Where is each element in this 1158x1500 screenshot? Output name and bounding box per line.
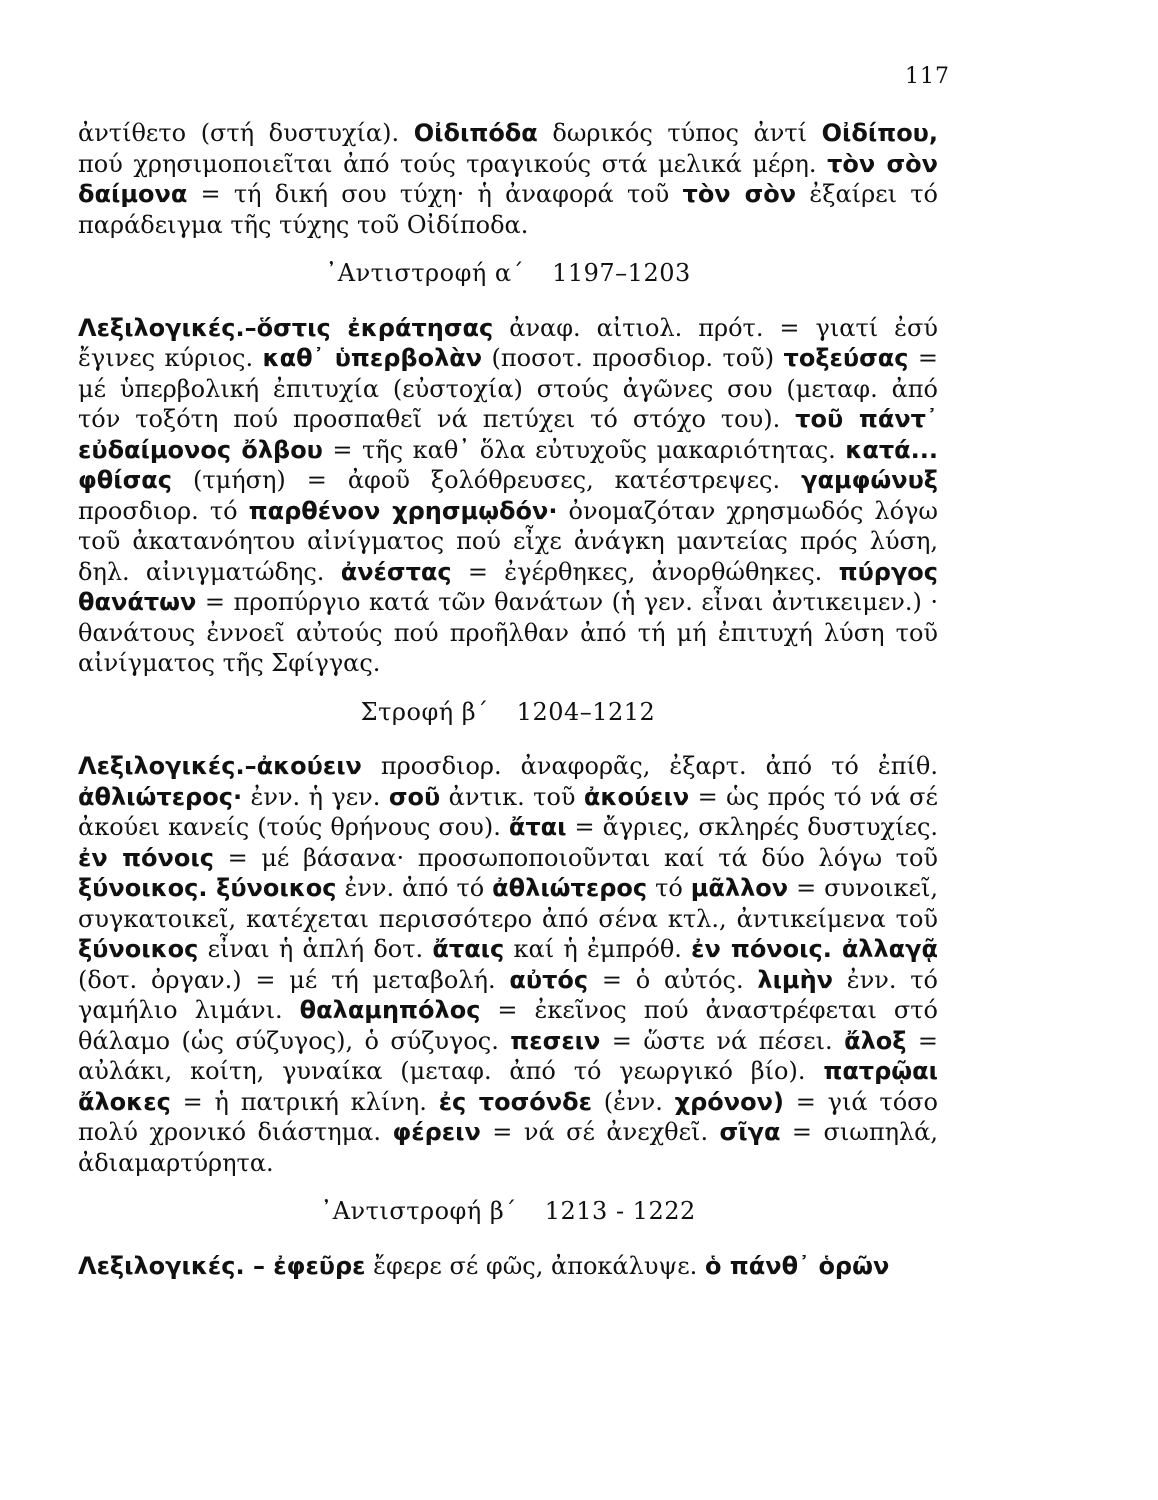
heading-label: ᾽Αντιστροφή β΄ [320,1197,517,1225]
text-run: = γιά τόσο πολύ χρονικό διάστημα. [78,1087,938,1146]
section-heading [78,697,938,728]
text-run: = νά σέ ἀνεχθεῖ. [480,1118,720,1146]
lemma: καθ᾽ ὑπερβολὰν [262,344,483,372]
lemma: ἐς τοσόνδε [438,1087,592,1116]
lemma: τοῦ πάντ᾽ εὐδαίμονος ὄλβου [78,405,938,464]
lemma: ἀνέστας [340,557,452,586]
text-run: = ἐκεῖνος πού ἀναστρέφεται στό θάλαμο (ὡς σύζυγος), ὁ σύζυγος. [78,996,938,1055]
lemma: μᾶλλον [690,874,789,902]
lexical-paragraph [78,313,938,679]
lemma: ἄταις [432,935,505,963]
text-run: = ἡ πατρική κλίνη. [170,1087,439,1116]
text-run: = ἄγριες, σκληρές δυστυχίες. [566,813,939,841]
text-run: ἐνν. ἀπό τό [336,874,493,902]
heading-label: ᾽Αντιστροφή α΄ [325,259,525,287]
lemma: ξύνοικος [78,935,199,963]
lemma: Οἰδίπου, [821,119,938,147]
text-run: δωρικός τύπος ἀντί [537,119,822,147]
text-run: = σιωπηλά, ἀδιαμαρτύρητα. [78,1118,939,1177]
text-run: τό [647,874,691,902]
lemma: γαμφώνυξ [801,466,938,494]
text-run: = ὁ αὐτός. [588,965,758,994]
lemma: τὸν σὸν [682,180,797,208]
text-run: ἔφερε σέ φῶς, ἀποκάλυψε. [365,1251,705,1280]
lemma: ἀκούειν [583,782,690,811]
text-run: προσδιορ. τό [78,496,249,525]
text-run: = ὥστε νά πέσει. [600,1026,845,1055]
text-run: = ὡς πρός τό νά σέ ἀκούει κανείς (τούς θρήνους σου). [78,782,938,841]
page-number: 117 [905,64,950,89]
text-run: ὀνομαζόταν χρησμωδός λόγω τοῦ ἀκατανόητου αἰνίγματος πού εἶχε ἀνάγκη μαντείας πρός λύση, δηλ. αἰνιγματώδης. [78,496,939,586]
text-run: προσδιορ. ἀναφορᾶς, ἐξαρτ. ἀπό τό ἐπίθ. [361,752,938,780]
text-run: = τῆς καθ᾽ ὅλα εὐτυχοῦς μακαριότητας. [322,435,846,464]
lemma: ἄλοξ [844,1026,907,1055]
text-run: εἶναι ἡ ἁπλή δοτ. [198,935,433,963]
lemma: σῖγα [719,1118,781,1146]
heading-label: Στροφή β΄ [360,697,489,726]
heading-verse-range: 1197–1203 [552,259,691,287]
lemma: πεσειν [510,1026,601,1055]
lemma: φέρειν [392,1118,481,1146]
text-run: ἀντίθετο (στή δυστυχία). [78,119,414,147]
lemma: κατά... φθίσας [78,435,938,494]
text-run: = προπύργιο κατά τῶν θανάτων (ἡ γεν. εἶναι ἀντικειμεν.) · θανάτους ἐννοεῖ αὐτούς πού προῆλθαν ἀπό τή μή ἐπιτυχή λύση τοῦ αἰνίγματος τῆς Σφίγγας. [78,588,938,677]
heading-verse-range: 1213 - 1222 [544,1197,696,1225]
lemma: θαλαμηπόλος [299,996,481,1024]
lemma: παρθένον χρησμῳδόν· [248,496,558,525]
section-heading [78,258,938,289]
lemma: τὸν σὸν δαίμονα [78,149,938,208]
lexical-paragraph [78,751,938,1178]
text-run: = μέ βάσανα· προσωποποιοῦνται καί τά δύο λόγω τοῦ [213,843,938,872]
lemma: Λεξιλογικές.–ὅστις ἐκράτησας [78,313,494,342]
lemma: τοξεύσας [783,344,909,372]
lemma: Οἰδιπόδα [413,119,538,147]
section-heading [78,1196,938,1227]
text-run: ἀναφ. αἰτιολ. πρότ. = γιατί ἐσύ ἔγινες κύριος. [78,313,938,372]
text-run: (τμήση) = ἀφοῦ ξολόθρευσες, κατέστρεψες. [172,466,802,494]
text-run: = αὐλάκι, κοίτη, γυναίκα (μεταφ. ἀπό τό γεωργικό βίο). [78,1026,938,1085]
lemma: λιμὴν [757,965,834,994]
text-run: ἐνν. ἡ γεν. [242,782,389,811]
lemma: ἐν πόνοις. ἀλλαγᾷ [691,935,939,963]
text-run: (δοτ. ὀργαν.) = μέ τή μεταβολή. [78,965,510,994]
text-run: ἐξαίρει τό παράδειγμα τῆς τύχης τοῦ Οἰδίποδα. [78,180,938,239]
text-run: (ποσοτ. προσδιορ. τοῦ) [482,344,784,372]
heading-verse-range: 1204–1212 [516,697,656,726]
text-run: = τή δική σου τύχη· ἡ ἀναφορά τοῦ [187,180,683,208]
page-text [78,118,938,1281]
text-run: = ἐγέρθηκες, ἀνορθώθηκες. [451,557,839,586]
lemma: ἀθλιώτερος [492,874,648,902]
lemma: αὐτός [509,965,589,994]
lexical-paragraph [78,1251,938,1282]
text-run: = συνοικεῖ, συγκατοικεῖ, κατέχεται περισσότερο ἀπό σένα κτλ., ἀντικείμενα τοῦ [78,874,939,933]
lemma: ξύνοικος. ξύνοικος [78,874,337,902]
lemma: σοῦ [388,782,441,811]
lemma: ἐν πόνοις [78,843,214,872]
text-run: = μέ ὑπερβολική ἐπιτυχία (εὐστοχία) στούς ἀγῶνες σου (μεταφ. ἀπό τόν τοξότη πού προσπαθεῖ νά πετύχει τό στόχο του). [78,344,939,433]
text-run: ἐνν. τό γαμήλιο λιμάνι. [78,965,938,1024]
text-run: καί ἡ ἐμπρόθ. [504,935,692,963]
lemma: ἄται [508,813,567,841]
lemma: Λεξιλογικές.–ἀκούειν [78,752,362,780]
lemma: ἀθλιώτερος· [78,782,243,811]
lemma: ὁ πάνθ᾽ ὁρῶν [704,1251,890,1280]
text-run: (ἐνν. [591,1087,675,1116]
text-run: ἀντικ. τοῦ [440,782,584,811]
text-run: πού χρησιμοποιεῖται ἀπό τούς τραγικούς στά μελικά μέρη. [78,149,828,178]
lemma: Λεξιλογικές. – ἐφεῦρε [78,1251,366,1280]
lemma: χρόνον) [674,1087,784,1116]
lemma: πατρῷαι ἄλοκες [78,1057,938,1116]
lemma: πύργος θανάτων [78,557,939,616]
intro-paragraph [78,118,938,240]
